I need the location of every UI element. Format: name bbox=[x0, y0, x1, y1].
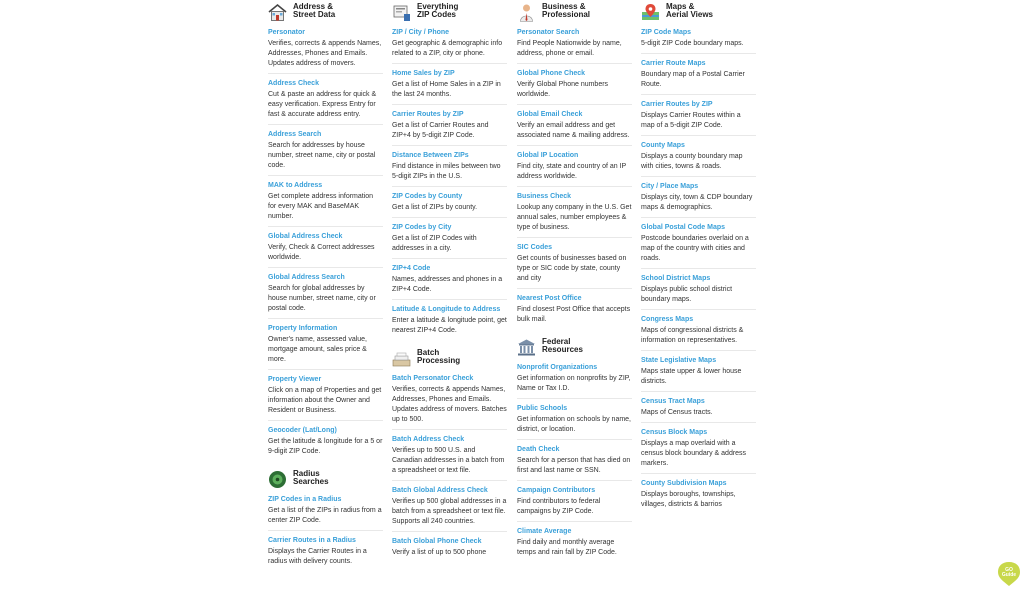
section-maps-and-aerial-views bbox=[641, 0, 756, 514]
tool-link-public-schools[interactable]: Public Schools bbox=[517, 405, 568, 412]
tool-description: Displays a county boundary map with cities, towns & roads. bbox=[641, 153, 743, 170]
tool-link-personator-search[interactable]: Personator Search bbox=[517, 29, 580, 36]
tool-description: Verify, Check & Correct addresses worldwide. bbox=[268, 244, 375, 261]
tool-item-distance-between-zips bbox=[392, 151, 507, 187]
tool-item-batch-global-phone-check bbox=[392, 537, 507, 562]
tool-description: Displays public school district boundary maps. bbox=[641, 286, 733, 303]
tool-link-campaign-contributors[interactable]: Campaign Contributors bbox=[517, 487, 596, 494]
tool-description: Displays Carrier Routes within a map of a 5-digit ZIP Code. bbox=[641, 112, 741, 129]
map-pin-icon bbox=[641, 3, 660, 22]
tool-description: Find contributors to federal campaigns by ZIP Code. bbox=[517, 498, 601, 515]
tool-description: Maps of Census tracts. bbox=[641, 409, 713, 416]
person-icon bbox=[517, 3, 536, 22]
tool-link-zip-code-maps[interactable]: ZIP Code Maps bbox=[641, 29, 692, 36]
tool-item-public-schools bbox=[517, 404, 632, 440]
tool-link-census-tract-maps[interactable]: Census Tract Maps bbox=[641, 398, 705, 405]
section-title: Business & Professional bbox=[542, 2, 591, 19]
tool-item-zip-codes-by-city bbox=[392, 223, 507, 259]
tool-description: Verifies, corrects & appends Names, Addresses, Phones and Emails. Updates address of movers. Batches up to 500. bbox=[392, 386, 507, 423]
tool-item-batch-personator-check bbox=[392, 374, 507, 430]
tool-link-nearest-post-office[interactable]: Nearest Post Office bbox=[517, 295, 582, 302]
tool-item-zip-city-phone bbox=[392, 28, 507, 64]
tool-description: Verify a list of up to 500 phone bbox=[392, 549, 487, 556]
tool-description: Search for addresses by house number, street name, city or postal code. bbox=[268, 142, 376, 169]
tool-item-state-legislative-maps bbox=[641, 356, 756, 392]
tool-description: Get complete address information for every MAK and BaseMAK number. bbox=[268, 193, 374, 220]
section-header bbox=[641, 0, 756, 28]
column-zip bbox=[392, 0, 507, 567]
section-radius-searches bbox=[268, 467, 383, 571]
tool-description: Maps state upper & lower house districts. bbox=[641, 368, 742, 385]
tool-item-home-sales-by-zip bbox=[392, 69, 507, 105]
section-header bbox=[392, 346, 507, 374]
section-title: Federal Resources bbox=[542, 337, 583, 354]
tool-link-property-information[interactable]: Property Information bbox=[268, 325, 338, 332]
tool-item-zip-codes-by-county bbox=[392, 192, 507, 218]
column-business bbox=[517, 0, 632, 567]
tool-item-county-maps bbox=[641, 141, 756, 177]
tool-description: Search for a person that has died on first and last name or SSN. bbox=[517, 457, 631, 474]
tool-item-campaign-contributors bbox=[517, 486, 632, 522]
tool-item-congress-maps bbox=[641, 315, 756, 351]
tool-item-global-address-search bbox=[268, 273, 383, 319]
tool-description: Verify an email address and get associated name & mailing address. bbox=[517, 122, 630, 139]
tool-link-zip-codes-in-a-radius[interactable]: ZIP Codes in a Radius bbox=[268, 496, 342, 503]
tool-item-global-email-check bbox=[517, 110, 632, 146]
tool-description: Names, addresses and phones in a ZIP+4 Code. bbox=[392, 276, 503, 293]
tool-item-county-subdivision-maps bbox=[641, 479, 756, 514]
tool-link-zip-codes-by-city[interactable]: ZIP Codes by City bbox=[392, 224, 452, 231]
tool-link-global-address-check[interactable]: Global Address Check bbox=[268, 233, 343, 240]
tool-description: Get counts of businesses based on type or SIC code by state, county and city bbox=[517, 255, 627, 282]
tool-item-address-check bbox=[268, 79, 383, 125]
batch-icon bbox=[392, 349, 411, 368]
tool-description: Get a list of the ZIPs in radius from a center ZIP Code. bbox=[268, 507, 382, 524]
tool-link-state-legislative-maps[interactable]: State Legislative Maps bbox=[641, 357, 717, 364]
tool-description: Search for global addresses by house number, street name, city or postal code. bbox=[268, 285, 376, 312]
tool-description: Displays city, town & CDP boundary maps & demographics. bbox=[641, 194, 753, 211]
tool-item-global-ip-location bbox=[517, 151, 632, 187]
tool-description: Postcode boundaries overlaid on a map of the country with cities and roads. bbox=[641, 235, 749, 262]
tool-item-personator bbox=[268, 28, 383, 74]
tool-link-sic-codes[interactable]: SIC Codes bbox=[517, 244, 553, 251]
tool-link-carrier-routes-by-zip[interactable]: Carrier Routes by ZIP bbox=[392, 111, 464, 118]
tool-link-mak-to-address[interactable]: MAK to Address bbox=[268, 182, 323, 189]
tool-item-mak-to-address bbox=[268, 181, 383, 227]
tool-link-business-check[interactable]: Business Check bbox=[517, 193, 572, 200]
tool-link-distance-between-zips[interactable]: Distance Between ZIPs bbox=[392, 152, 469, 159]
help-badge[interactable] bbox=[997, 561, 1021, 587]
tool-description: Get information on nonprofits by ZIP, Name or Tax I.D. bbox=[517, 375, 631, 392]
tool-description: Get a list of ZIPs by county. bbox=[392, 204, 478, 211]
tool-description: 5-digit ZIP Code boundary maps. bbox=[641, 40, 744, 47]
tool-item-global-phone-check bbox=[517, 69, 632, 105]
tool-link-batch-address-check[interactable]: Batch Address Check bbox=[392, 436, 465, 443]
tool-link-global-ip-location[interactable]: Global IP Location bbox=[517, 152, 579, 159]
tool-link-global-postal-code-maps[interactable]: Global Postal Code Maps bbox=[641, 224, 726, 231]
tool-item-climate-average bbox=[517, 527, 632, 562]
tool-item-carrier-routes-by-zip bbox=[392, 110, 507, 146]
tool-item-census-tract-maps bbox=[641, 397, 756, 423]
tool-link-address-check[interactable]: Address Check bbox=[268, 80, 319, 87]
tool-link-batch-global-phone-check[interactable]: Batch Global Phone Check bbox=[392, 538, 482, 545]
section-header bbox=[268, 0, 383, 28]
tool-item-school-district-maps bbox=[641, 274, 756, 310]
tool-link-climate-average[interactable]: Climate Average bbox=[517, 528, 572, 535]
tool-item-zip-code-maps bbox=[641, 28, 756, 54]
tool-description: Verifies, corrects & appends Names, Addresses, Phones and Emails. Updates address of movers. bbox=[268, 40, 382, 67]
tool-item-property-information bbox=[268, 324, 383, 370]
government-building-icon bbox=[517, 338, 536, 357]
tool-link-global-email-check[interactable]: Global Email Check bbox=[517, 111, 583, 118]
tool-link-personator[interactable]: Personator bbox=[268, 29, 305, 36]
section-everything-zip-codes bbox=[392, 0, 507, 340]
tool-item-death-check bbox=[517, 445, 632, 481]
tool-description: Get a list of Carrier Routes and ZIP+4 by 5-digit ZIP Code. bbox=[392, 122, 489, 139]
section-title: Everything ZIP Codes bbox=[417, 2, 459, 19]
tool-link-death-check[interactable]: Death Check bbox=[517, 446, 560, 453]
tool-link-nonprofit-organizations[interactable]: Nonprofit Organizations bbox=[517, 364, 598, 371]
zip-code-icon bbox=[392, 3, 411, 22]
tool-description: Get geographic & demographic info related to a ZIP, city or phone. bbox=[392, 40, 503, 57]
tool-item-batch-global-address-check bbox=[392, 486, 507, 532]
section-header bbox=[392, 0, 507, 28]
section-title: Maps & Aerial Views bbox=[666, 2, 713, 19]
section-address-and-street-data bbox=[268, 0, 383, 461]
tool-link-carrier-route-maps[interactable]: Carrier Route Maps bbox=[641, 60, 706, 67]
tool-description: Verify Global Phone numbers worldwide. bbox=[517, 81, 609, 98]
section-batch-processing bbox=[392, 346, 507, 562]
tool-description: Owner's name, assessed value, mortgage amount, sales price & more. bbox=[268, 336, 367, 363]
tool-description: Boundary map of a Postal Carrier Route. bbox=[641, 71, 745, 88]
tool-item-batch-address-check bbox=[392, 435, 507, 481]
tool-item-property-viewer bbox=[268, 375, 383, 421]
section-title: Address & Street Data bbox=[293, 2, 336, 19]
help-badge-label: GO Guide bbox=[1001, 567, 1017, 578]
tool-item-census-block-maps bbox=[641, 428, 756, 474]
tool-item-latitude-and-longitude-to-address bbox=[392, 305, 507, 340]
tool-item-zip-codes-in-a-radius bbox=[268, 495, 383, 531]
tool-description: Click on a map of Properties and get information about the Owner and Resident or Business. bbox=[268, 387, 382, 414]
section-title: Batch Processing bbox=[417, 348, 461, 365]
tool-item-personator-search bbox=[517, 28, 632, 64]
tool-description: Find closest Post Office that accepts bulk mail. bbox=[517, 306, 631, 323]
tool-item-zip-4-code bbox=[392, 264, 507, 300]
section-header bbox=[517, 0, 632, 28]
tool-item-city-place-maps bbox=[641, 182, 756, 218]
tool-item-carrier-route-maps bbox=[641, 59, 756, 95]
section-business-and-professional bbox=[517, 0, 632, 329]
tool-description: Find distance in miles between two 5-digit ZIPs in the U.S. bbox=[392, 163, 501, 180]
tool-description: Get a list of ZIP Codes with addresses in a city. bbox=[392, 235, 477, 252]
tool-item-geocoder-lat-long bbox=[268, 426, 383, 461]
tool-item-global-address-check bbox=[268, 232, 383, 268]
tool-link-school-district-maps[interactable]: School District Maps bbox=[641, 275, 711, 282]
tool-description: Displays a map overlaid with a census block boundary & address markers. bbox=[641, 440, 747, 467]
tool-link-zip-codes-by-county[interactable]: ZIP Codes by County bbox=[392, 193, 463, 200]
tool-link-property-viewer[interactable]: Property Viewer bbox=[268, 376, 322, 383]
tool-description: Get information on schools by name, district, or location. bbox=[517, 416, 632, 433]
tool-description: Verifies up to 500 U.S. and Canadian addresses in a batch from a spreadsheet or text file. bbox=[392, 447, 505, 474]
tool-link-home-sales-by-zip[interactable]: Home Sales by ZIP bbox=[392, 70, 455, 77]
tool-description: Displays the Carrier Routes in a radius with delivery counts. bbox=[268, 548, 367, 565]
tool-link-global-address-search[interactable]: Global Address Search bbox=[268, 274, 345, 281]
section-header bbox=[517, 335, 632, 363]
tool-link-census-block-maps[interactable]: Census Block Maps bbox=[641, 429, 708, 436]
house-icon bbox=[268, 3, 287, 22]
tool-link-zip-4-code[interactable]: ZIP+4 Code bbox=[392, 265, 431, 272]
tool-link-address-search[interactable]: Address Search bbox=[268, 131, 322, 138]
radius-icon bbox=[268, 470, 287, 489]
tool-item-business-check bbox=[517, 192, 632, 238]
column-maps bbox=[641, 0, 756, 519]
tool-link-latitude-and-longitude-to-address[interactable]: Latitude & Longitude to Address bbox=[392, 306, 501, 313]
section-header bbox=[268, 467, 383, 495]
tool-link-congress-maps[interactable]: Congress Maps bbox=[641, 316, 694, 323]
tool-description: Cut & paste an address for quick & easy verification. Express Entry for fast & accurate address entry. bbox=[268, 91, 377, 118]
tool-description: Find daily and monthly average temps and rain fall by ZIP Code. bbox=[517, 539, 617, 556]
tool-description: Verifies up 500 global addresses in a batch from a spreadsheet or text file. Supports all 240 countries. bbox=[392, 498, 507, 525]
tool-description: Find People Nationwide by name, address, phone or email. bbox=[517, 40, 622, 57]
tool-link-carrier-routes-by-zip[interactable]: Carrier Routes by ZIP bbox=[641, 101, 713, 108]
column-address bbox=[268, 0, 383, 576]
tool-link-carrier-routes-in-a-radius[interactable]: Carrier Routes in a Radius bbox=[268, 537, 356, 544]
tool-link-batch-personator-check[interactable]: Batch Personator Check bbox=[392, 375, 474, 382]
tool-item-nonprofit-organizations bbox=[517, 363, 632, 399]
tool-item-sic-codes bbox=[517, 243, 632, 289]
tool-link-geocoder-lat-long[interactable]: Geocoder (Lat/Long) bbox=[268, 427, 337, 434]
tool-link-zip-city-phone[interactable]: ZIP / City / Phone bbox=[392, 29, 450, 36]
tool-item-carrier-routes-in-a-radius bbox=[268, 536, 383, 571]
tool-link-city-place-maps[interactable]: City / Place Maps bbox=[641, 183, 699, 190]
section-federal-resources bbox=[517, 335, 632, 562]
tool-description: Get a list of Home Sales in a ZIP in the last 24 months. bbox=[392, 81, 501, 98]
tool-link-county-subdivision-maps[interactable]: County Subdivision Maps bbox=[641, 480, 727, 487]
tool-description: Get the latitude & longitude for a 5 or 9-digit ZIP Code. bbox=[268, 438, 383, 455]
tool-item-address-search bbox=[268, 130, 383, 176]
tool-link-county-maps[interactable]: County Maps bbox=[641, 142, 685, 149]
tool-link-batch-global-address-check[interactable]: Batch Global Address Check bbox=[392, 487, 488, 494]
tool-description: Lookup any company in the U.S. Get annual sales, number employees & type of business. bbox=[517, 204, 632, 231]
tool-link-global-phone-check[interactable]: Global Phone Check bbox=[517, 70, 586, 77]
tool-description: Maps of congressional districts & information on representatives. bbox=[641, 327, 744, 344]
tool-item-carrier-routes-by-zip bbox=[641, 100, 756, 136]
tool-description: Enter a latitude & longitude point, get nearest ZIP+4 Code. bbox=[392, 317, 507, 334]
tool-item-nearest-post-office bbox=[517, 294, 632, 329]
tool-item-global-postal-code-maps bbox=[641, 223, 756, 269]
tool-description: Find city, state and country of an IP address worldwide. bbox=[517, 163, 627, 180]
section-title: Radius Searches bbox=[293, 469, 329, 486]
tool-description: Displays boroughs, townships, villages, districts & barrios bbox=[641, 491, 736, 508]
